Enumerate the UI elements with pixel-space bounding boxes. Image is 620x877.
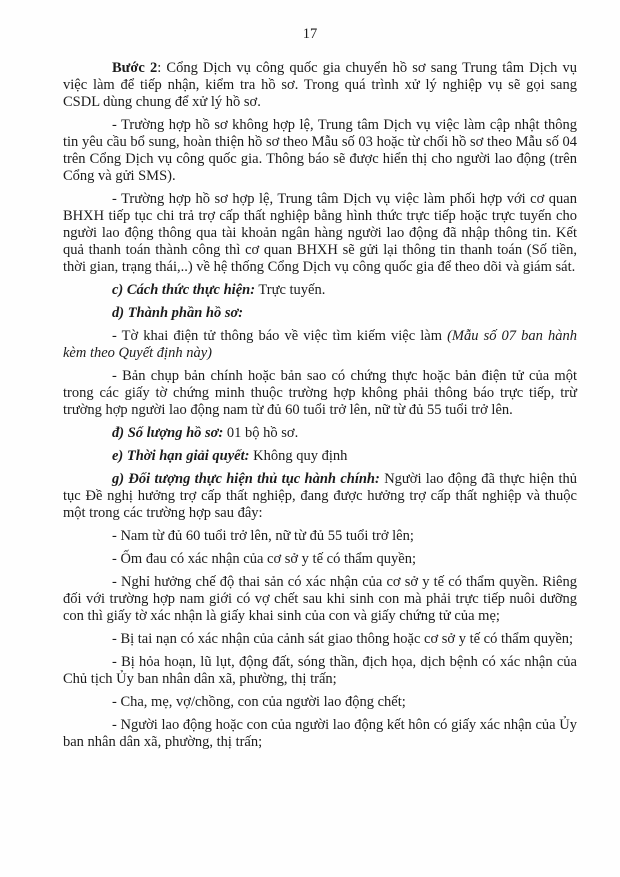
section-c-method xyxy=(63,282,577,299)
section-dd-label: đ) Số lượng hồ sơ: xyxy=(112,425,224,441)
section-g-label: g) Đối tượng thực hiện thủ tục hành chính: xyxy=(112,471,380,487)
paragraph-step2 xyxy=(63,60,577,111)
section-e-deadline xyxy=(63,448,577,465)
g-item: - Nghỉ hưởng chế độ thai sản có xác nhận của cơ sở y tế có thẩm quyền. Riêng đối với trường hợp nam giới có vợ chết sau khi sinh con mà phải trực tiếp nuôi dưỡng con thì giấy tờ xác nhận là giấy khai sinh của con và giấy chứng tử của mẹ; xyxy=(63,574,577,624)
g-item: - Cha, mẹ, vợ/chồng, con của người lao động chết; xyxy=(112,694,406,710)
g-item: - Bị tai nạn có xác nhận của cảnh sát giao thông hoặc cơ sở y tế có thẩm quyền; xyxy=(112,631,574,647)
section-g-text: Người lao động đã thực hiện thủ tục Đề nghị hưởng trợ cấp thất nghiệp, đang được hưởng trợ cấp thất nghiệp và thuộc một trong các trường hợp sau đây: xyxy=(63,471,578,521)
section-g-subjects xyxy=(63,471,577,522)
item-declaration-text: - Tờ khai điện tử thông báo về việc tìm kiếm việc làm xyxy=(112,328,448,344)
section-d-components xyxy=(63,305,577,322)
section-e-label: e) Thời hạn giải quyết: xyxy=(112,448,250,464)
paragraph-invalid-case: - Trường hợp hồ sơ không hợp lệ, Trung tâm Dịch vụ việc làm cập nhật thông tin yêu cầu bổ sung, hoàn thiện hồ sơ theo Mẫu số 03 hoặc từ chối hồ sơ theo Mẫu số 04 trên Cổng Dịch vụ công quốc gia. Thông báo sẽ được hiển thị cho người lao động (trên Cổng và gửi SMS). xyxy=(63,117,577,184)
section-c-text: Trực tuyến. xyxy=(255,282,326,298)
item-declaration-form xyxy=(63,328,577,362)
step2-label: Bước 2 xyxy=(112,60,158,76)
g-item: - Nam từ đủ 60 tuổi trở lên, nữ từ đủ 55 tuổi trở lên; xyxy=(112,528,414,544)
section-e-text: Không quy định xyxy=(249,448,348,464)
section-c-label: c) Cách thức thực hiện: xyxy=(112,282,256,298)
step2-text: : Cổng Dịch vụ công quốc gia chuyển hồ sơ sang Trung tâm Dịch vụ việc làm để tiếp nhận, kiểm tra hồ sơ. Trong quá trình xử lý nghiệp vụ sẽ gọi sang CSDL dùng chung để xử lý hồ sơ. xyxy=(63,60,577,110)
page-number: 17 xyxy=(302,26,318,42)
section-d-label: d) Thành phần hồ sơ: xyxy=(112,305,244,321)
g-item: - Bị hỏa hoạn, lũ lụt, động đất, sóng thần, địch họa, dịch bệnh có xác nhận của Chủ tịch Ủy ban nhân dân xã, phường, thị trấn; xyxy=(63,654,577,687)
item-document-copy: - Bản chụp bản chính hoặc bản sao có chứng thực hoặc bản điện tử của một trong các giấy tờ chứng minh thuộc trường hợp không phải thông báo trực tiếp, trừ trường hợp người lao động nam từ đủ 60 tuổi trở lên, nữ từ đủ 55 tuổi trở lên. xyxy=(63,368,577,418)
section-dd-text: 01 bộ hồ sơ. xyxy=(223,425,299,441)
document-body xyxy=(63,60,577,751)
item-declaration-form-ref: (Mẫu số 07 ban hành kèm theo Quyết định này) xyxy=(63,328,577,361)
section-dd-quantity xyxy=(63,425,577,442)
paragraph-valid-case: - Trường hợp hồ sơ hợp lệ, Trung tâm Dịch vụ việc làm phối hợp với cơ quan BHXH tiếp tục chi trả trợ cấp thất nghiệp bằng hình thức trực tiếp hoặc trực tuyến cho người lao động thông qua tài khoản ngân hàng người lao động đã nhập thông tin. Kết quả thanh toán thành công thì cơ quan BHXH sẽ gửi lại thông tin thanh toán (Số tiền, thời gian, trạng thái,..) về hệ thống Cổng Dịch vụ công quốc gia để theo dõi và giám sát. xyxy=(63,191,577,275)
g-item: - Người lao động hoặc con của người lao động kết hôn có giấy xác nhận của Ủy ban nhân dân xã, phường, thị trấn; xyxy=(63,717,577,750)
g-item: - Ốm đau có xác nhận của cơ sở y tế có thẩm quyền; xyxy=(112,551,417,567)
